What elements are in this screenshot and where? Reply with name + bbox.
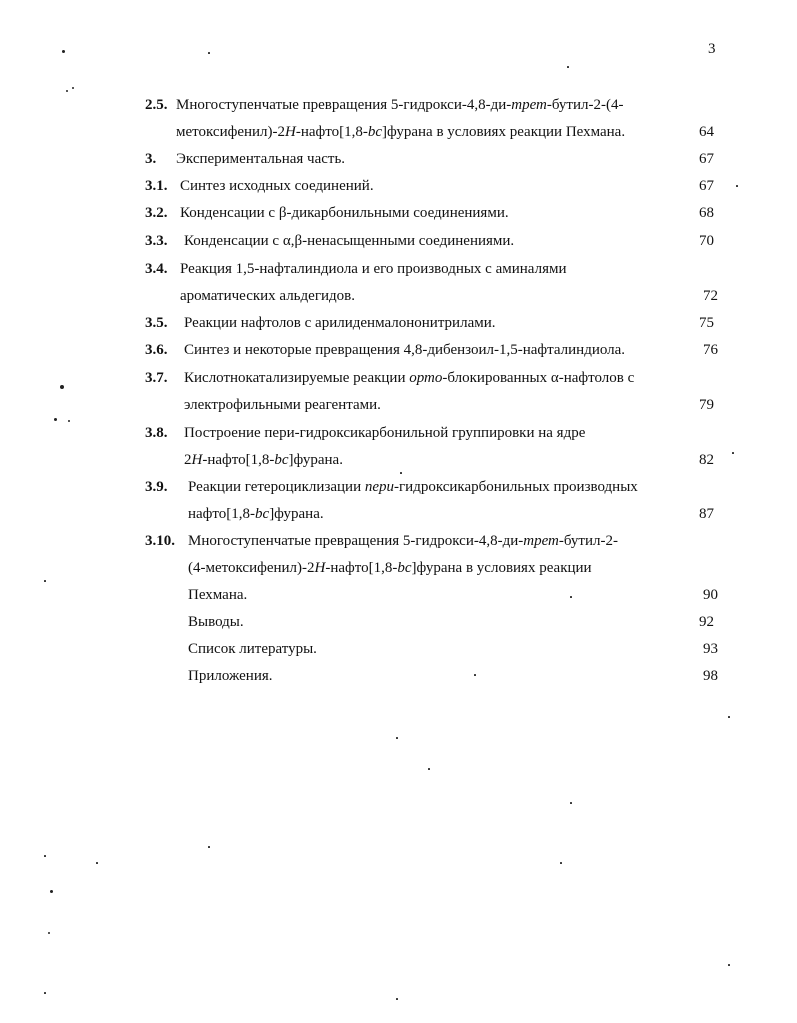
toc-entry-number: 3.3. [145, 233, 168, 249]
toc-entry-title: электрофильными реагентами. [184, 397, 381, 413]
scan-speck [396, 998, 398, 1000]
toc-entry-title: (4-метоксифенил)-2H-нафто[1,8-bc]фурана в условиях реакции [188, 560, 592, 576]
toc-entry-title: Список литературы. [188, 641, 317, 657]
scan-speck [48, 932, 50, 934]
scan-speck [474, 674, 476, 676]
scan-speck [72, 87, 74, 89]
toc-entry-number: 3.10. [145, 533, 175, 549]
scan-speck [560, 862, 562, 864]
toc-entry-page: 76 [703, 342, 718, 358]
scan-speck [44, 580, 46, 582]
scan-speck [567, 66, 569, 68]
scan-speck [736, 185, 738, 187]
toc-entry-page: 75 [699, 315, 714, 331]
toc-entry-title: Приложения. [188, 668, 273, 684]
scan-speck [428, 768, 430, 770]
scan-speck [44, 992, 46, 994]
toc-entry-title: метоксифенил)-2H-нафто[1,8-bc]фурана в условиях реакции Пехмана. [176, 124, 626, 140]
toc-entry-title: Реакции гетероциклизации пери-гидроксикарбонильных производных [188, 479, 638, 495]
toc-entry-title: нафто[1,8-bc]фурана. [188, 506, 324, 522]
scan-speck [54, 418, 57, 421]
toc-entry-number: 2.5. [145, 97, 168, 113]
scan-speck [66, 90, 68, 92]
scan-speck [728, 716, 730, 718]
toc-entry-number: 3.5. [145, 315, 168, 331]
toc-entry-number: 3.4. [145, 261, 168, 277]
toc-entry-number: 3.1. [145, 178, 168, 194]
toc-entry-page: 87 [699, 506, 714, 522]
toc-entry-title: Экспериментальная часть. [176, 151, 346, 167]
scan-speck [732, 452, 734, 454]
scan-speck [396, 737, 398, 739]
toc-entry-page: 72 [703, 288, 718, 304]
toc-entry-title: Кислотнокатализируемые реакции орто-блокированных α-нафтолов с [184, 370, 635, 386]
toc-entry-page: 68 [699, 205, 714, 221]
toc-entry-title: Конденсации с β-дикарбонильными соединениями. [180, 205, 509, 221]
toc-entry-title: Построение пери-гидроксикарбонильной группировки на ядре [184, 425, 586, 441]
toc-entry-title: Пехмана. [188, 587, 248, 603]
page-number: 3 [708, 41, 716, 57]
toc-entry-title: Синтез и некоторые превращения 4,8-дибензоил-1,5-нафталиндиола. [184, 342, 626, 358]
toc-entry-page: 67 [699, 151, 714, 167]
toc-entry-number: 3.8. [145, 425, 168, 441]
scan-speck [96, 862, 98, 864]
toc-entry-page: 92 [699, 614, 714, 630]
toc-entry-title: Реакция 1,5-нафталиндиола и его производных с аминалями [180, 261, 567, 277]
toc-entry-page: 70 [699, 233, 714, 249]
toc-entry-page: 79 [699, 397, 714, 413]
toc-entry-title: Многоступенчатые превращения 5-гидрокси-4,8-ди-трет-бутил-2-(4- [176, 97, 624, 113]
scan-speck [728, 964, 730, 966]
toc-entry-title: Синтез исходных соединений. [180, 178, 374, 194]
toc-entry-page: 90 [703, 587, 718, 603]
toc-entry-page: 93 [703, 641, 718, 657]
toc-entry-title: Реакции нафтолов с арилиденмалононитрилами. [184, 315, 496, 331]
toc-entry-title: Выводы. [188, 614, 244, 630]
toc-entry-page: 98 [703, 668, 718, 684]
scan-speck [400, 472, 402, 474]
toc-entry-title: Многоступенчатые превращения 5-гидрокси-4,8-ди-трет-бутил-2- [188, 533, 618, 549]
scan-speck [68, 420, 70, 422]
toc-entry-title: 2H-нафто[1,8-bc]фурана. [184, 452, 343, 468]
toc-entry-title: ароматических альдегидов. [180, 288, 355, 304]
toc-entry-number: 3.6. [145, 342, 168, 358]
toc-entry-title: Конденсации с α,β-ненасыщенными соединениями. [184, 233, 515, 249]
toc-entry-page: 67 [699, 178, 714, 194]
scan-speck [570, 802, 572, 804]
toc-entry-number: 3.9. [145, 479, 168, 495]
scan-speck [50, 890, 53, 893]
toc-entry-page: 82 [699, 452, 714, 468]
scan-speck [208, 846, 210, 848]
toc-entry-page: 64 [699, 124, 714, 140]
scan-speck [62, 50, 65, 53]
scan-speck [60, 385, 64, 389]
scan-speck [208, 52, 210, 54]
scan-speck [570, 596, 572, 598]
toc-entry-number: 3. [145, 151, 157, 167]
scan-speck [44, 855, 46, 857]
toc-entry-number: 3.2. [145, 205, 168, 221]
toc-entry-number: 3.7. [145, 370, 168, 386]
